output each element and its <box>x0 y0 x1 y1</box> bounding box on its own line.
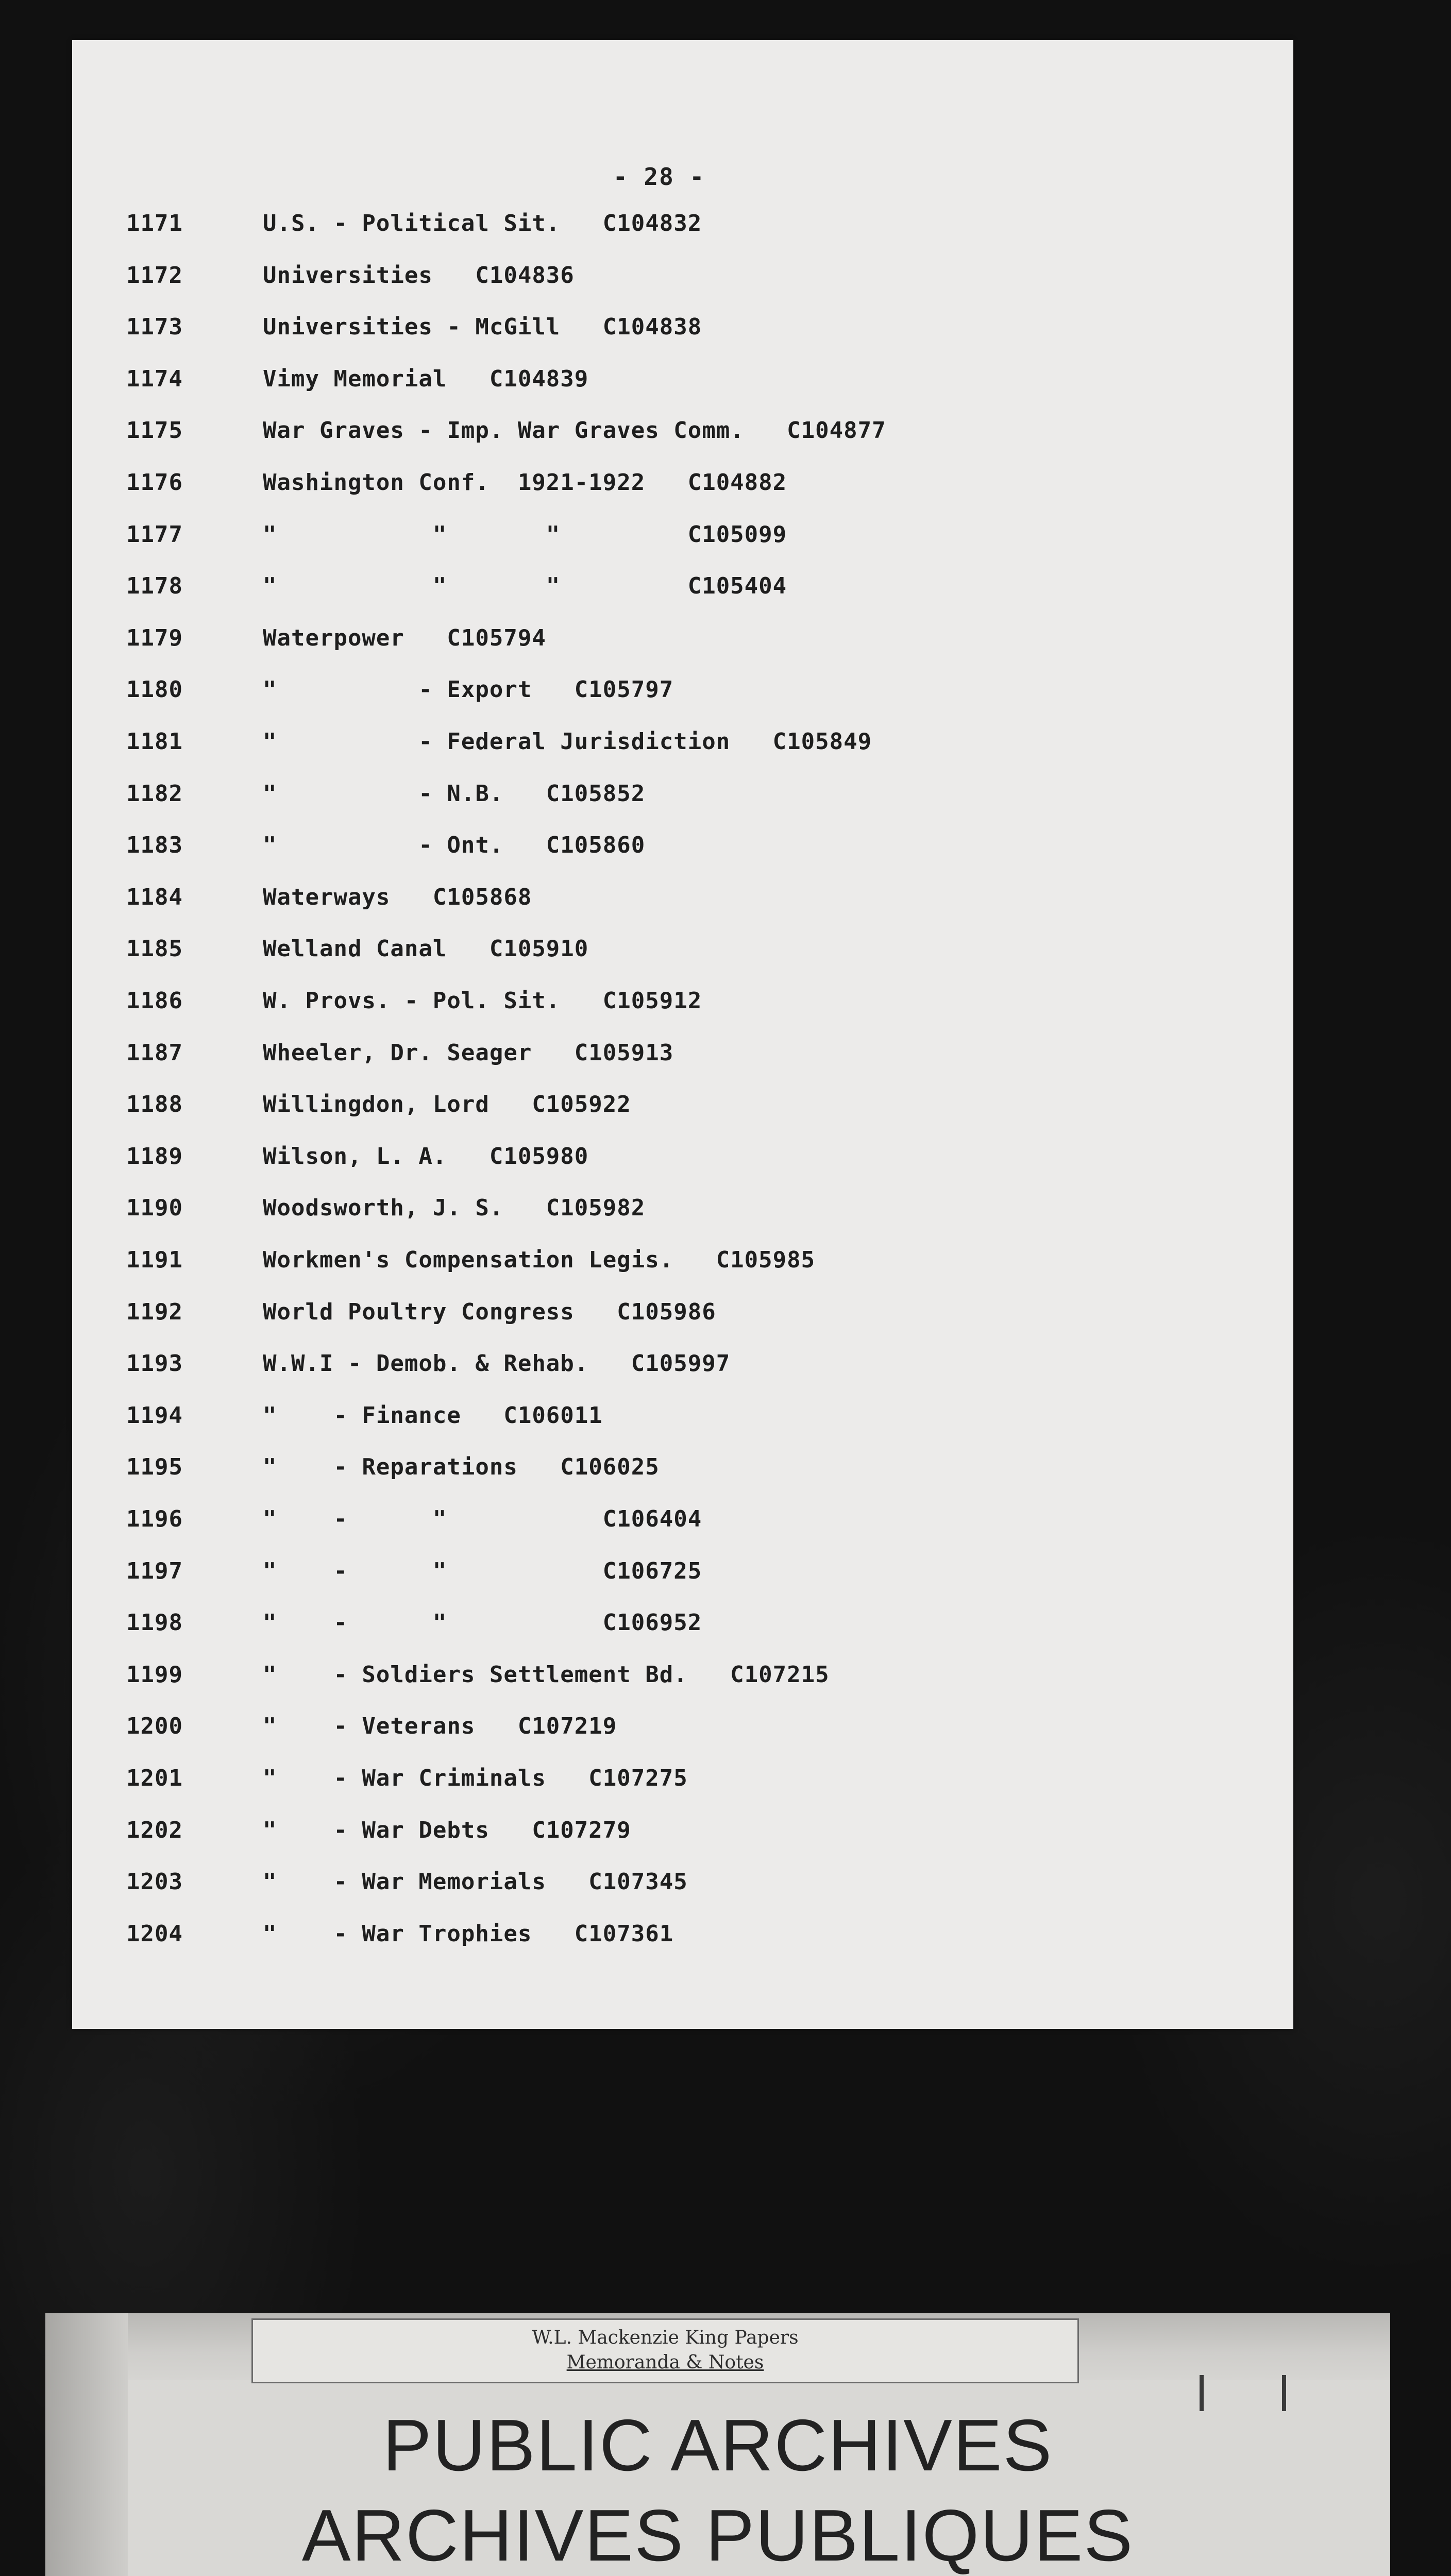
archive-title-french: ARCHIVES PUBLIQUES <box>301 2495 1134 2576</box>
entry-number: 1192 <box>126 1299 183 1325</box>
stamp-collection-name: W.L. Mackenzie King Papers <box>532 2327 799 2348</box>
entry-subject: " - War Debts C107279 <box>263 1817 631 1843</box>
archive-title-english: PUBLIC ARCHIVES <box>382 2404 1053 2486</box>
entry-number: 1201 <box>126 1765 183 1791</box>
entry-subject: " - Ont. C105860 <box>263 832 646 858</box>
entry-subject: W. Provs. - Pol. Sit. C105912 <box>263 988 702 1014</box>
entry-number: 1202 <box>126 1817 183 1843</box>
entry-subject: " - Export C105797 <box>263 676 674 703</box>
entry-number: 1185 <box>126 936 183 962</box>
entry-subject: " - War Memorials C107345 <box>263 1869 688 1895</box>
entry-number: 1187 <box>126 1040 183 1066</box>
collection-stamp <box>251 2318 1079 2383</box>
entry-subject: Universities - McGill C104838 <box>263 314 702 340</box>
entry-subject: Welland Canal C105910 <box>263 936 589 962</box>
entry-subject: " - War Criminals C107275 <box>263 1765 688 1791</box>
entry-number: 1176 <box>126 469 183 496</box>
entry-number: 1188 <box>126 1091 183 1117</box>
entry-subject: U.S. - Political Sit. C104832 <box>263 210 702 236</box>
entry-subject: Wheeler, Dr. Seager C105913 <box>263 1040 674 1066</box>
entry-number: 1194 <box>126 1402 183 1429</box>
entry-subject: Wilson, L. A. C105980 <box>263 1143 589 1170</box>
entry-subject: War Graves - Imp. War Graves Comm. C104877 <box>263 417 886 444</box>
entry-number: 1197 <box>126 1558 183 1584</box>
stamp-series-name: Memoranda & Notes <box>566 2352 764 2373</box>
entry-list <box>72 40 1293 2029</box>
entry-number: 1183 <box>126 832 183 858</box>
entry-subject: " - Reparations C106025 <box>263 1454 660 1480</box>
entry-subject: " " " C105099 <box>263 521 787 548</box>
entry-subject: " - Soldiers Settlement Bd. C107215 <box>263 1662 830 1688</box>
entry-subject: " - Federal Jurisdiction C105849 <box>263 728 872 755</box>
entry-number: 1189 <box>126 1143 183 1170</box>
entry-subject: Waterpower C105794 <box>263 625 546 651</box>
entry-subject: Willingdon, Lord C105922 <box>263 1091 631 1117</box>
entry-subject: Washington Conf. 1921-1922 C104882 <box>263 469 787 496</box>
entry-number: 1196 <box>126 1506 183 1532</box>
entry-subject: " - Veterans C107219 <box>263 1713 617 1739</box>
entry-subject: Workmen's Compensation Legis. C105985 <box>263 1247 816 1273</box>
entry-number: 1174 <box>126 366 183 392</box>
typed-page <box>72 40 1293 2029</box>
entry-number: 1190 <box>126 1195 183 1221</box>
entry-number: 1180 <box>126 676 183 703</box>
entry-number: 1171 <box>126 210 183 236</box>
entry-number: 1172 <box>126 262 183 289</box>
entry-number: 1179 <box>126 625 183 651</box>
entry-subject: Waterways C105868 <box>263 884 532 910</box>
entry-subject: Vimy Memorial C104839 <box>263 366 589 392</box>
entry-number: 1198 <box>126 1609 183 1636</box>
entry-subject: World Poultry Congress C105986 <box>263 1299 716 1325</box>
entry-number: 1186 <box>126 988 183 1014</box>
entry-number: 1184 <box>126 884 183 910</box>
entry-subject: " - " C106952 <box>263 1609 702 1636</box>
entry-number: 1181 <box>126 728 183 755</box>
entry-subject: W.W.I - Demob. & Rehab. C105997 <box>263 1350 731 1377</box>
entry-number: 1195 <box>126 1454 183 1480</box>
entry-number: 1200 <box>126 1713 183 1739</box>
entry-subject: " - Finance C106011 <box>263 1402 603 1429</box>
entry-number: 1199 <box>126 1662 183 1688</box>
entry-number: 1203 <box>126 1869 183 1895</box>
entry-subject: " - " C106404 <box>263 1506 702 1532</box>
entry-subject: " " " C105404 <box>263 573 787 599</box>
archive-label-card <box>45 2313 1390 2576</box>
entry-number: 1173 <box>126 314 183 340</box>
entry-subject: " - " C106725 <box>263 1558 702 1584</box>
entry-number: 1191 <box>126 1247 183 1273</box>
entry-number: 1178 <box>126 573 183 599</box>
entry-subject: Woodsworth, J. S. C105982 <box>263 1195 646 1221</box>
entry-subject: " - War Trophies C107361 <box>263 1921 674 1947</box>
entry-subject: Universities C104836 <box>263 262 575 289</box>
entry-number: 1182 <box>126 781 183 807</box>
entry-number: 1177 <box>126 521 183 548</box>
page-number: - 28 - <box>613 163 705 191</box>
entry-subject: " - N.B. C105852 <box>263 781 646 807</box>
entry-number: 1175 <box>126 417 183 444</box>
entry-number: 1193 <box>126 1350 183 1377</box>
entry-number: 1204 <box>126 1921 183 1947</box>
